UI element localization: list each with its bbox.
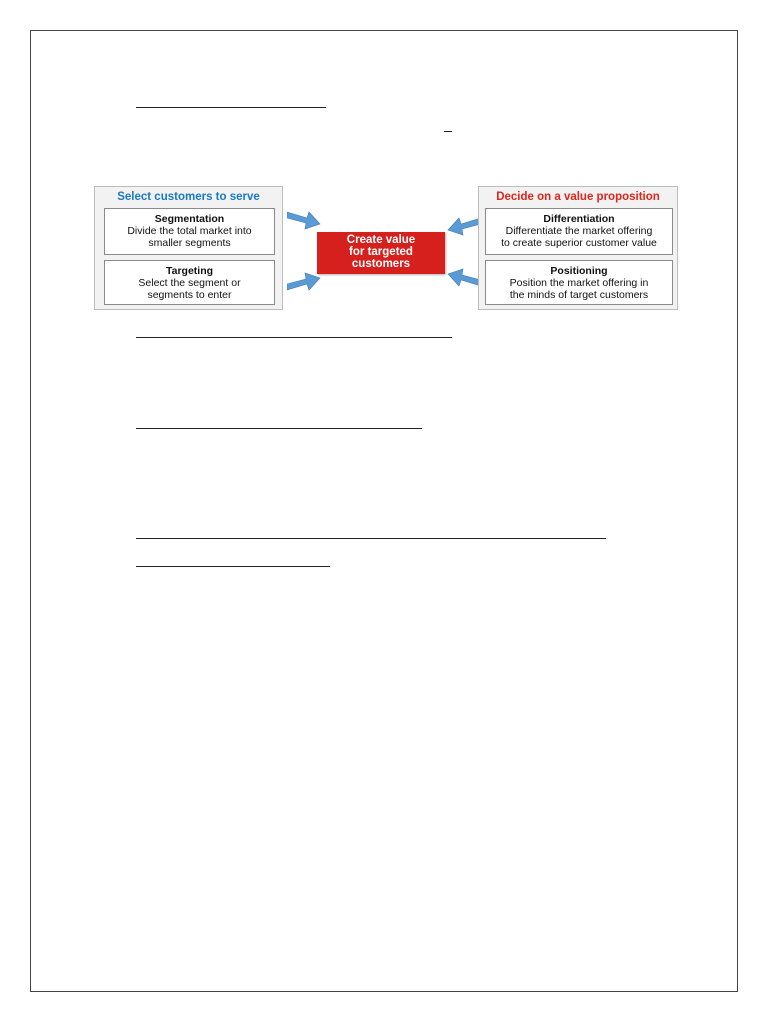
- section-underline-3: [136, 538, 606, 539]
- arrow-differentiation-icon: [447, 214, 481, 236]
- positioning-box: [485, 260, 673, 305]
- arrow-segmentation-icon: [287, 208, 321, 230]
- segmentation-box: [104, 208, 275, 255]
- section-underline-1: [136, 337, 452, 338]
- arrow-positioning-icon: [447, 268, 481, 290]
- section-underline-4: [136, 566, 330, 567]
- targeting-box: [104, 260, 275, 305]
- segmentation-title: Segmentation: [154, 213, 225, 225]
- arrow-targeting-icon: [287, 272, 321, 294]
- short-dash: [444, 131, 452, 132]
- segmentation-text-line-1: Divide the total market into: [127, 225, 252, 237]
- create-value-line-1: Create value: [346, 234, 416, 246]
- value-proposition-panel: [478, 186, 678, 310]
- value-proposition-header: Decide on a value proposition: [496, 191, 660, 203]
- select-customers-panel: [94, 186, 283, 310]
- positioning-text-line-2: the minds of target customers: [509, 289, 649, 301]
- segmentation-text-line-2: smaller segments: [148, 237, 231, 249]
- targeting-text-line-1: Select the segment or: [138, 277, 241, 289]
- create-value-box: [317, 232, 445, 274]
- positioning-text-line-1: Position the market offering in: [509, 277, 649, 289]
- heading-underline: [136, 107, 326, 108]
- stp-diagram: [94, 186, 684, 312]
- positioning-title: Positioning: [550, 265, 608, 277]
- select-customers-header: Select customers to serve: [117, 191, 260, 203]
- create-value-line-3: customers: [351, 258, 411, 270]
- differentiation-title: Differentiation: [543, 213, 615, 225]
- targeting-text-line-2: segments to enter: [147, 289, 232, 301]
- differentiation-text-line-1: Differentiate the market offering: [505, 225, 653, 237]
- create-value-line-2: for targeted: [349, 246, 413, 258]
- targeting-title: Targeting: [165, 265, 214, 277]
- page-frame: [30, 30, 738, 992]
- differentiation-text-line-2: to create superior customer value: [501, 237, 657, 249]
- section-underline-2: [136, 428, 422, 429]
- differentiation-box: [485, 208, 673, 255]
